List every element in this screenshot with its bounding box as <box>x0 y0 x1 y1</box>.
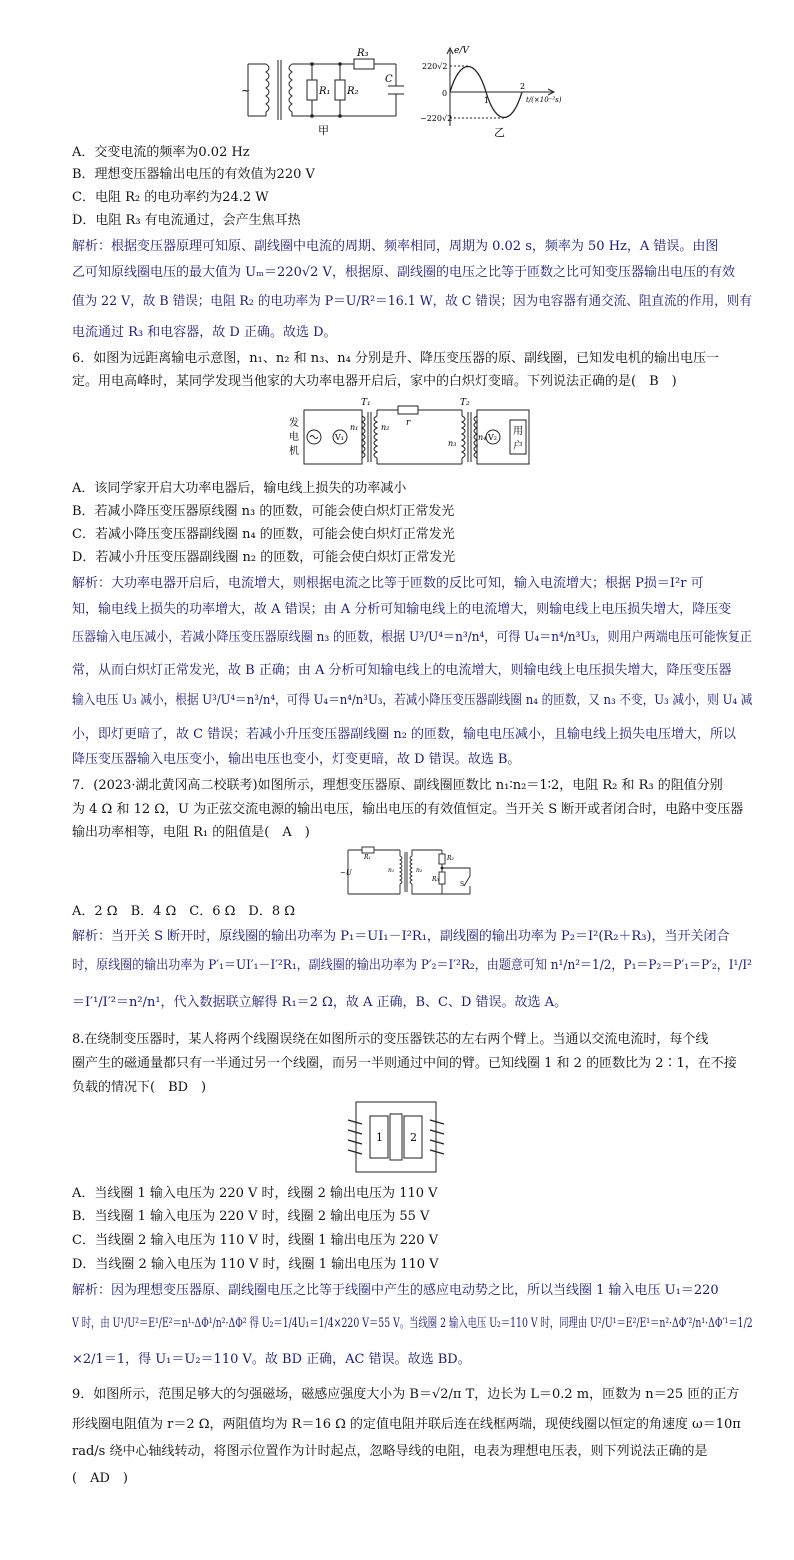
q5-analysis-line-1: 解析：根据变压器原理可知原、副线圈中电流的周期、频率相同，周期为 0.02 s，频率为 50 Hz，A 错误。由图 <box>72 239 719 254</box>
label-r2: R₂ <box>347 86 359 97</box>
q5-option-a: A．交变电流的频率为0.02 Hz <box>72 145 250 160</box>
q9-stem-line-4: ( AD ) <box>72 1471 128 1486</box>
source-tilde: ~ <box>241 84 251 97</box>
label-r3: R₃ <box>357 48 369 59</box>
q6-analysis-line-1: 解析：大功率电器开启后，电流增大，则根据电流之比等于匝数的反比可知，输入电流增大；根据 P损＝I²r 可 <box>72 576 704 591</box>
q7-analysis-line-3: ＝I′¹/I′²＝n²/n¹，代入数据联立解得 R₁＝2 Ω，故 A 正确，B、C、D 错误。故选 A。 <box>72 995 568 1010</box>
label-n2: n₂ <box>416 867 423 874</box>
q9-stem-line-1: 9．如图所示，范围足够大的匀强磁场，磁感应强度大小为 B＝√2/π T，边长为 L＝0.2 m，匝数为 n＝25 匝的正方 <box>72 1387 740 1402</box>
q8-option-d: D．当线圈 2 输入电压为 110 V 时，线圈 1 输出电压为 110 V <box>72 1257 439 1272</box>
q6-option-a: A．该同学家开启大功率电器后，输电线上损失的功率减小 <box>72 481 407 496</box>
q5-analysis-line-4: 电流通过 R₃ 和电容器，故 D 正确。故选 D。 <box>72 325 337 340</box>
label-t2: T₂ <box>460 398 470 408</box>
q6-stem-line-2: 定。用电高峰时，某同学发现当他家的大功率电器开启后，家中的白炽灯变暗。下列说法正确的是( B ) <box>72 374 677 389</box>
label-c: C <box>385 74 393 85</box>
label-n1: n₁ <box>350 423 359 432</box>
q6-analysis-line-3: 压器输入电压减小，若减小降压变压器原线圈 n₃ 的匝数，根据 U³/U⁴＝n³/n⁴，可得 U₄＝n⁴/n³U₃，则用户两端电压可能恢复正 <box>72 630 752 645</box>
q7-stem-line-3: 输出功率相等，电阻 R₁ 的阻值是( A ) <box>72 825 310 840</box>
q6-option-d: D．若减小升压变压器副线圈 n₂ 的匝数，可能会使白炽灯正常发光 <box>72 550 456 565</box>
q7-analysis-line-2: 时，原线圈的输出功率为 P′₁＝UI′₁－I′²R₁，副线圈的输出功率为 P′₂＝I′²R₂，由题意可知 n¹/n²＝1/2，P₁＝P₂＝P′₁＝P′₂，I¹/I² <box>72 958 753 973</box>
label-user-2: 户 <box>513 441 523 452</box>
q6-analysis-line-2: 知，输电线上损失的功率增大，故 A 错误；由 A 分析可知输电线上的电流增大，则输电线上电压损失增大，降压变 <box>72 602 732 617</box>
q5-analysis-line-3: 值为 22 V，故 B 错误；电阻 R₂ 的电功率为 P＝U/R²＝16.1 W，故 C 错误；因为电容器有通交流、阻直流的作用，则有 <box>72 294 752 309</box>
q6-analysis-line-6: 小，即灯更暗了，故 C 错误；若减小升压变压器副线圈 n₂ 的匝数，输电电压减小，且输电线上损失电压增大，所以 <box>72 727 737 742</box>
q6-analysis-line-5: 输入电压 U₃ 减小，根据 U³/U⁴＝n³/n⁴，可得 U₄＝n⁴/n³U₃，若减小降压变压器副线圈 n₄ 的匝数，又 n₃ 不变，U₃ 减小，则 U₄ 减 <box>72 693 753 708</box>
label-user-1: 用 <box>513 426 523 437</box>
q9-stem-line-2: 形线圈电阻值为 r＝2 Ω，两阻值均为 R＝16 Ω 的定值电阻并联后连在线框两端，现使线圈以恒定的角速度 ω＝10π <box>72 1417 741 1432</box>
label-coil-2: 2 <box>410 1131 417 1144</box>
q8-analysis-line-2: V 时，由 U¹/U²＝E¹/E²＝n¹·ΔΦ¹/n²·ΔΦ² 得 U₂＝1/4U₁＝1/4×220 V＝55 V。当线圈 2 输入电压 U₂＝110 V 时，同理由 U²/U¹＝E²/E¹＝n²·ΔΦ′²/n¹·ΔΦ′¹＝1/2 <box>72 1316 753 1331</box>
q7-stem-line-2: 为 4 Ω 和 12 Ω，U 为正弦交流电源的输出电压，输出电压的有效值恒定。当开关 S 断开或者闭合时，电路中变压器 <box>72 802 744 817</box>
label-r1: R₁ <box>364 854 371 861</box>
figure-transmission <box>288 396 536 472</box>
x-tick-1: 1 <box>484 96 490 105</box>
label-yi: 乙 <box>494 126 505 139</box>
q8-option-b: B．当线圈 1 输入电压为 220 V 时，线圈 2 输出电压为 55 V <box>72 1209 430 1224</box>
q8-option-c: C．当线圈 2 输入电压为 110 V 时，线圈 1 输出电压为 220 V <box>72 1233 439 1248</box>
q7-analysis-line-1: 解析：当开关 S 断开时，原线圈的输出功率为 P₁＝UI₁－I²R₁，副线圈的输出功率为 P₂＝I²(R₂＋R₃)，当开关闭合 <box>72 929 730 944</box>
q5-option-b: B．理想变压器输出电压的有效值为220 V <box>72 167 315 182</box>
y-axis-label: e/V <box>454 46 469 56</box>
label-n3: n₃ <box>448 439 457 448</box>
label-n2: n₂ <box>381 423 390 432</box>
label-generator-3: 机 <box>289 446 299 457</box>
label-v2: V₂ <box>488 433 497 442</box>
y-tick-pos: 220√2 <box>422 62 448 71</box>
label-generator-2: 电 <box>289 432 299 443</box>
label-coil-1: 1 <box>376 1131 383 1144</box>
q8-analysis-line-1: 解析：因为理想变压器原、副线圈电压之比等于线圈中产生的感应电动势之比，所以当线圈 1 输入电压 U₁＝220 <box>72 1283 719 1298</box>
q6-option-b: B．若减小降压变压器原线圈 n₃ 的匝数，可能会使白炽灯正常发光 <box>72 504 455 519</box>
q9-stem-line-3: rad/s 绕中心轴线转动，将图示位置作为计时起点，忽略导线的电阻，电表为理想电压表，则下列说法正确的是 <box>72 1444 708 1459</box>
q6-analysis-line-4: 常，从而白炽灯正常发光，故 B 正确；由 A 分析可知输电线上的电流增大，则输电线上电压损失增大，降压变压器 <box>72 663 732 678</box>
x-axis-label: t/(×10⁻²s) <box>526 96 562 104</box>
label-r2: R₂ <box>447 855 454 862</box>
q6-stem-line-1: 6．如图为远距离输电示意图，n₁、n₂ 和 n₃、n₄ 分别是升、降压变压器的原、副线圈，已知发电机的输出电压一 <box>72 351 720 366</box>
label-n1: n₁ <box>388 867 395 874</box>
y-tick-zero: 0 <box>442 89 448 98</box>
label-r1: R₁ <box>319 86 331 97</box>
q7-stem-line-1: 7．(2023·湖北黄冈高二校联考)如图所示，理想变压器原、副线圈匝数比 n₁∶n₂＝1∶2，电阻 R₂ 和 R₃ 的阻值分别 <box>72 778 723 793</box>
label-r3: R₃ <box>432 876 439 883</box>
q5-analysis-line-2: 乙可知原线圈电压的最大值为 Uₘ＝220√2 V，根据原、副线圈的电压之比等于匝数之比可知变压器输出电压的有效 <box>72 265 735 280</box>
label-n4: n₄ <box>478 433 487 442</box>
q7-options: A．2 Ω B．4 Ω C．6 Ω D．8 Ω <box>72 904 296 919</box>
figure-q8-core <box>346 1100 446 1174</box>
label-jia: 甲 <box>318 124 329 137</box>
q8-stem-line-3: 负载的情况下( BD ) <box>72 1080 207 1095</box>
q5-option-d: D．电阻 R₃ 有电流通过，会产生焦耳热 <box>72 213 301 228</box>
q6-option-c: C．若减小降压变压器副线圈 n₄ 的匝数，可能会使白炽灯正常发光 <box>72 527 455 542</box>
q8-option-a: A．当线圈 1 输入电压为 220 V 时，线圈 2 输出电压为 110 V <box>72 1186 438 1201</box>
figure-circuit-jia <box>240 46 410 138</box>
figure-waveform-yi <box>420 40 600 140</box>
y-tick-neg: −220√2 <box>420 114 453 123</box>
figure-q7-circuit <box>340 842 480 900</box>
q6-analysis-line-7: 降压变压器输入电压变小，输出电压也变小，灯变更暗，故 D 错误。故选 B。 <box>72 752 521 767</box>
label-s: S <box>460 881 465 888</box>
label-t1: T₁ <box>361 398 371 408</box>
label-v1: V₁ <box>335 433 344 442</box>
label-r: r <box>406 418 411 428</box>
q8-analysis-line-3: ×2/1＝1，得 U₁＝U₂＝110 V。故 BD 正确，AC 错误。故选 BD。 <box>72 1352 471 1367</box>
label-u: ~U <box>340 869 352 877</box>
q8-stem-line-1: 8.在绕制变压器时，某人将两个线圈误绕在如图所示的变压器铁芯的左右两个臂上。当通以交流电流时，每个线 <box>72 1032 709 1047</box>
label-generator-1: 发 <box>289 418 299 429</box>
q8-stem-line-2: 圈产生的磁通量都只有一半通过另一个线圈，而另一半则通过中间的臂。已知线圈 1 和 2 的匝数比为 2∶1，在不接 <box>72 1056 737 1071</box>
x-tick-2: 2 <box>520 82 526 91</box>
q5-option-c: C．电阻 R₂ 的电功率约为24.2 W <box>72 190 269 205</box>
